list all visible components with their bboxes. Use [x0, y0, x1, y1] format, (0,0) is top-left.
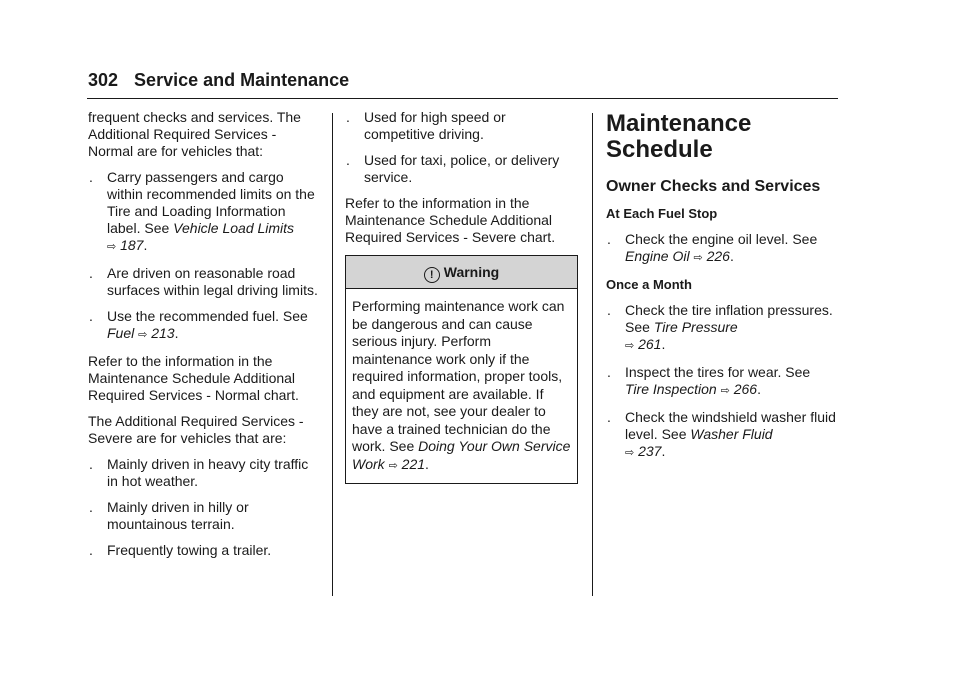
warning-icon: !	[424, 267, 440, 283]
severe-intro-paragraph: The Additional Required Services - Severe are for vehicles that are:	[88, 413, 304, 446]
item-text: Check the tire inflation pressures. See	[625, 302, 833, 335]
item-end: .	[425, 455, 429, 472]
item-end: .	[757, 381, 761, 397]
list-item	[88, 456, 320, 490]
item-end: .	[661, 443, 666, 459]
column-1	[88, 109, 320, 568]
item-text: Carry passengers and cargo within recommended limits on the Tire and Loading Information label. See	[107, 169, 315, 236]
page-ref-number: 266	[733, 381, 758, 397]
list-item-text	[107, 169, 320, 256]
page-ref-icon: ⇨	[138, 329, 148, 341]
item-text: Use the recommended fuel. See	[107, 308, 308, 324]
bullet-marker: .	[89, 456, 93, 472]
list-item	[88, 499, 320, 533]
page-ref-icon: ⇨	[693, 252, 703, 264]
list-item	[88, 542, 320, 559]
list-item-text: Mainly driven in heavy city traffic in hot weather.	[107, 456, 309, 489]
list-item-text	[625, 364, 838, 400]
page-ref-number: 213	[151, 325, 175, 341]
warning-title: Warning	[443, 264, 500, 280]
bullet-marker: .	[607, 231, 611, 247]
list-item	[88, 265, 320, 299]
page-ref-icon: ⇨	[388, 459, 398, 472]
item-end: .	[661, 336, 666, 352]
page-ref-number: 221	[401, 455, 426, 472]
section-heading: Maintenance Schedule	[606, 110, 752, 163]
page-ref-icon: ⇨	[625, 340, 635, 352]
link-text: Tire Inspection	[625, 381, 717, 397]
list-item	[345, 152, 578, 186]
list-item-text	[625, 409, 838, 462]
list-item	[606, 231, 838, 267]
list-item-text: Used for high speed or competitive driving.	[364, 109, 506, 142]
bullet-marker: .	[89, 308, 93, 324]
warning-box	[345, 255, 578, 484]
item-text: Check the windshield washer fluid level. See	[625, 409, 836, 442]
list-item-text	[107, 308, 320, 344]
link-text: Washer Fluid	[690, 426, 773, 442]
item-text: Inspect the tires for wear. See	[625, 364, 811, 380]
page-ref-number: 226	[706, 248, 730, 264]
page-ref-icon: ⇨	[107, 241, 117, 253]
page-header	[88, 70, 349, 91]
engine-oil-link[interactable]	[625, 248, 730, 264]
column-3	[606, 109, 838, 471]
page-ref-icon: ⇨	[720, 385, 730, 397]
bullet-marker: .	[89, 499, 93, 515]
list-item-text	[625, 302, 838, 355]
column-divider-2	[592, 113, 593, 596]
warning-text: Performing maintenance work can be dangerous and can cause serious injury. Perform maintenance work only if the required information, proper tools, and equipment are available. If they are not, see your dealer to have a trained technician do the work. See	[352, 298, 565, 454]
page-ref-number: 237	[638, 443, 662, 459]
link-text: Engine Oil	[625, 248, 690, 264]
bullet-marker: .	[346, 152, 350, 168]
bullet-marker: .	[89, 169, 93, 185]
section-title: Service and Maintenance	[134, 70, 350, 90]
list-item	[606, 364, 838, 400]
fuel-stop-heading: At Each Fuel Stop	[606, 206, 718, 221]
list-item-text: Used for taxi, police, or delivery service.	[364, 152, 560, 185]
link-text: Fuel	[107, 325, 135, 341]
list-item-text: Frequently towing a trailer.	[107, 542, 272, 558]
page-ref-number: 261	[638, 336, 662, 352]
link-text: Tire Pressure	[653, 319, 738, 335]
bullet-marker: .	[607, 302, 611, 318]
subsection-heading: Owner Checks and Services	[606, 178, 821, 195]
page-ref-number: 187	[120, 237, 144, 253]
item-end: .	[143, 237, 148, 253]
tire-inspection-link[interactable]	[625, 381, 757, 397]
intro-paragraph: frequent checks and services. The Additional Required Services - Normal are for vehicles that:	[88, 109, 301, 159]
refer-severe-paragraph: Refer to the information in the Maintenance Schedule Additional Required Services - Severe chart.	[345, 195, 556, 245]
refer-normal-paragraph: Refer to the information in the Maintenance Schedule Additional Required Services - Normal chart.	[88, 353, 299, 403]
item-end: .	[729, 248, 734, 264]
fuel-link[interactable]	[107, 325, 175, 341]
list-item	[606, 409, 838, 462]
bullet-marker: .	[346, 109, 350, 125]
list-item-text: Mainly driven in hilly or mountainous terrain.	[107, 499, 249, 532]
link-text: Doing Your Own Service Work	[352, 438, 571, 472]
warning-body	[346, 289, 577, 483]
bullet-marker: .	[89, 265, 93, 281]
list-item-text	[625, 231, 838, 267]
bullet-marker: .	[607, 364, 611, 380]
page-ref-icon: ⇨	[625, 447, 635, 459]
page-number: 302	[88, 70, 119, 90]
column-2	[345, 109, 578, 484]
list-item	[345, 109, 578, 143]
list-item	[88, 308, 320, 344]
list-item-text: Are driven on reasonable road surfaces within legal driving limits.	[107, 265, 318, 298]
bullet-marker: .	[607, 409, 611, 425]
bullet-marker: .	[89, 542, 93, 558]
link-text: Vehicle Load Limits	[173, 220, 295, 236]
list-item	[606, 302, 838, 355]
once-a-month-heading: Once a Month	[606, 277, 692, 292]
item-text: Check the engine oil level. See	[625, 231, 818, 247]
list-item	[88, 169, 320, 256]
item-end: .	[174, 325, 179, 341]
warning-header	[346, 256, 577, 289]
header-rule	[87, 98, 838, 99]
column-divider-1	[332, 113, 333, 596]
